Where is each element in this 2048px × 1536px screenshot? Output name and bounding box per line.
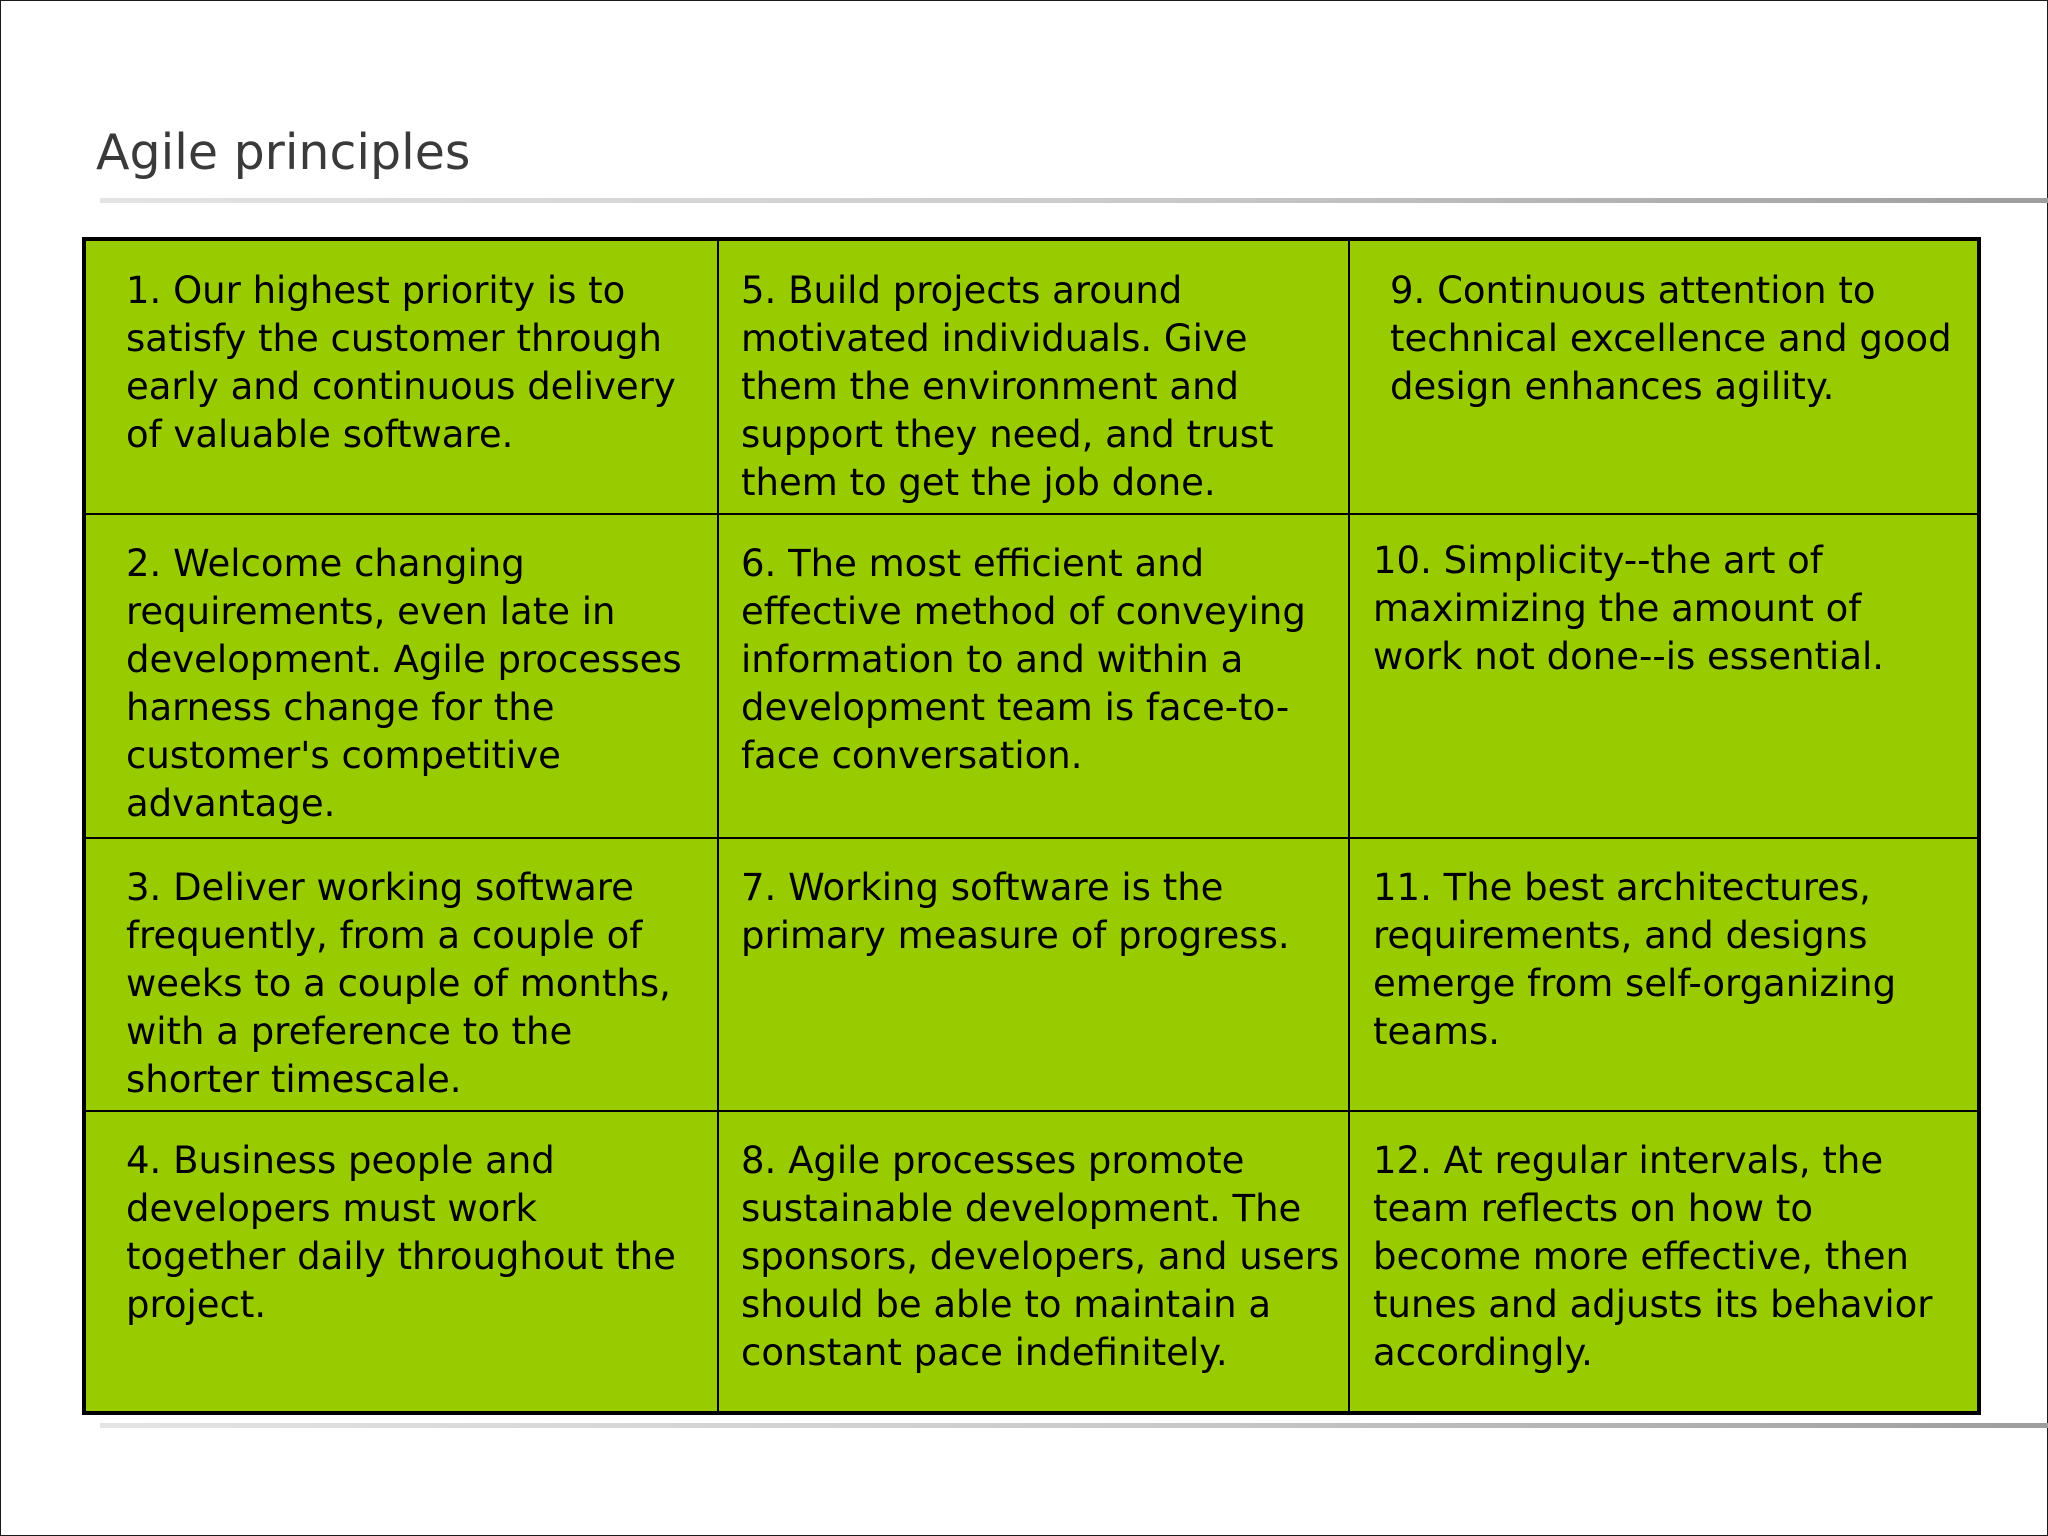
principle-2: 2. Welcome changing requirements, even late in development. Agile processes harness change for the customer's competitive advantage.	[126, 542, 682, 825]
principle-12: 12. At regular intervals, the team reflects on how to become more effective, then tunes and adjusts its behavior accordingly.	[1373, 1139, 1933, 1374]
column-divider	[717, 241, 719, 1411]
footer-divider	[100, 1423, 2048, 1428]
principle-11: 11. The best architectures, requirements, and designs emerge from self-organizing teams.	[1373, 866, 1897, 1053]
principles-table	[82, 237, 1981, 1415]
slide-title: Agile principles	[96, 124, 471, 181]
principle-9: 9. Continuous attention to technical excellence and good design enhances agility.	[1390, 269, 1952, 408]
principle-3: 3. Deliver working software frequently, from a couple of weeks to a couple of months, with a preference to the shorter timescale.	[126, 866, 671, 1101]
row-divider	[86, 837, 1977, 839]
principle-1: 1. Our highest priority is to satisfy the customer through early and continuous delivery of valuable software.	[126, 269, 676, 456]
row-divider	[86, 1110, 1977, 1112]
principle-6: 6. The most efficient and effective method of conveying information to and within a development team is face-to-face conversation.	[741, 542, 1306, 777]
row-divider	[86, 513, 1977, 515]
principle-8: 8. Agile processes promote sustainable development. The sponsors, developers, and users should be able to maintain a constant pace indefinitely.	[741, 1139, 1340, 1374]
column-divider	[1348, 241, 1350, 1411]
principle-10: 10. Simplicity--the art of maximizing the amount of work not done--is essential.	[1373, 539, 1885, 678]
principle-7: 7. Working software is the primary measure of progress.	[741, 866, 1290, 957]
principle-4: 4. Business people and developers must work together daily throughout the project.	[126, 1139, 676, 1326]
title-divider	[100, 198, 2048, 203]
principle-5: 5. Build projects around motivated individuals. Give them the environment and support they need, and trust them to get the job done.	[741, 269, 1274, 504]
